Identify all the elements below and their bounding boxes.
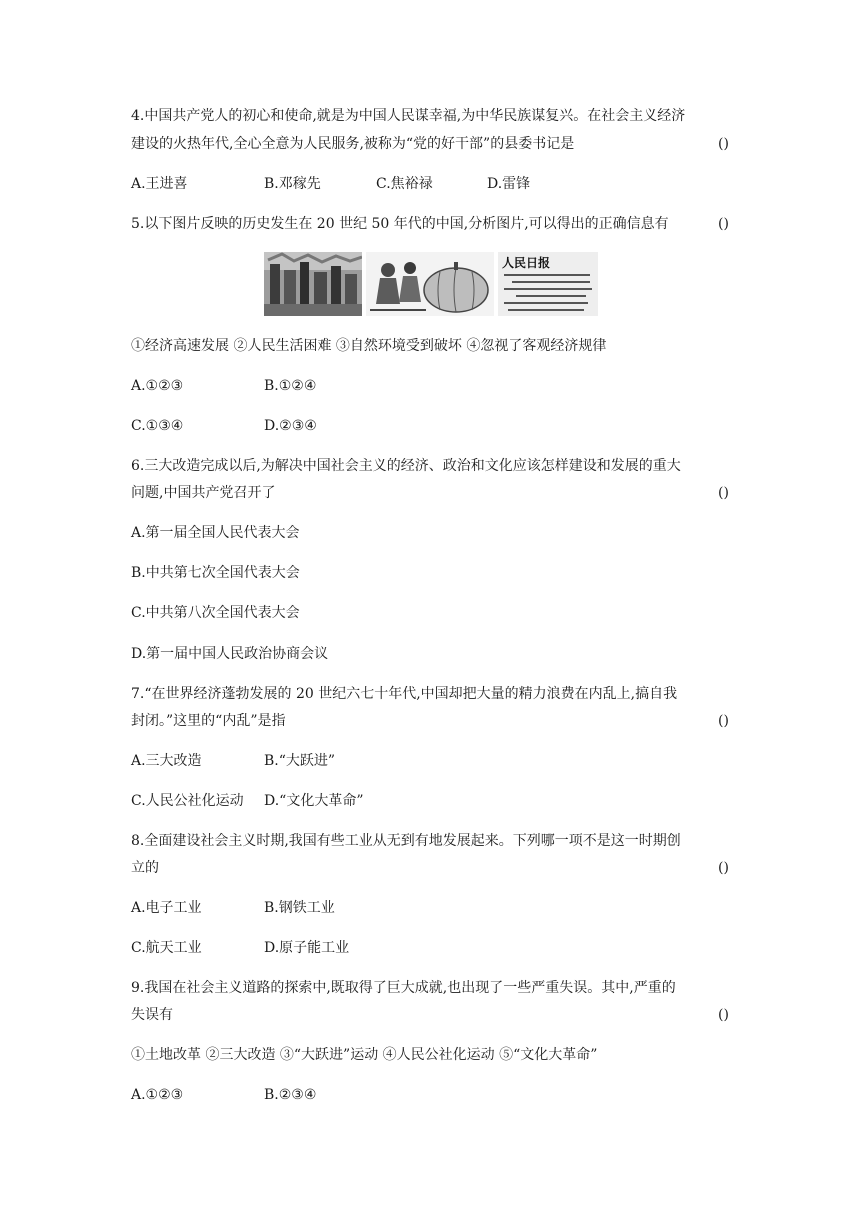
q5-stem-line1: 5.以下图片反映的历史发生在 20 世纪 50 年代的中国,分析图片,可以得出的正确信息有 [131,216,669,232]
q5-option-b: B.①②④ [264,378,317,394]
q7-option-d: D.“文化大革命” [264,793,364,809]
q6-stem-line2: 问题,中国共产党召开了 [131,485,276,501]
q4-stem-line2: 建设的火热年代,全心全意为人民服务,被称为“党的好干部”的县委书记是 [131,136,575,152]
q7-option-b: B.“大跃进” [264,753,336,769]
photo-backyard-furnaces [264,252,362,316]
q8-stem-line2: 立的 [131,860,159,876]
q5-option-c: C.①③④ [131,418,184,434]
q5-answer-blank: () [718,216,729,232]
q9-option-a: A.①②③ [131,1087,184,1103]
q4-stem-line1: 4.中国共产党人的初心和使命,就是为中国人民谋幸福,为中华民族谋复兴。在社会主义经济 [131,108,686,124]
q9-stem-line2: 失误有 [131,1007,173,1023]
q8-option-b: B.钢铁工业 [264,900,335,916]
q7-option-c: C.人民公社化运动 [131,793,244,809]
q8-option-a: A.电子工业 [131,900,202,916]
q6-option-d: D.第一届中国人民政治协商会议 [131,646,329,662]
newspaper-masthead: 人民日报 [502,256,551,270]
photo-giant-pumpkin-cartoon [366,252,494,316]
q8-answer-blank: () [718,860,729,876]
q5-photo-strip [264,252,598,316]
q6-stem-line1: 6.三大改造完成以后,为解决中国社会主义的经济、政治和文化应该怎样建设和发展的重大 [131,458,681,474]
q9-statements: ①土地改革 ②三大改造 ③“大跃进”运动 ④人民公社化运动 ⑤“文化大革命” [131,1047,598,1063]
q8-option-c: C.航天工业 [131,940,202,956]
q4-answer-blank: () [718,136,729,152]
q8-stem-line1: 8.全面建设社会主义时期,我国有些工业从无到有地发展起来。下列哪一项不是这一时期创 [131,833,681,849]
q6-option-a: A.第一届全国人民代表大会 [131,525,300,541]
q9-option-b: B.②③④ [264,1087,317,1103]
q4-option-c: C.焦裕禄 [376,176,433,192]
q7-option-a: A.三大改造 [131,753,202,769]
q9-stem-line1: 9.我国在社会主义道路的探索中,既取得了巨大成就,也出现了一些严重失误。其中,严重的 [131,980,676,996]
q6-answer-blank: () [718,485,729,501]
photo-newspaper-page [498,252,598,316]
q6-option-b: B.中共第七次全国代表大会 [131,565,300,581]
q5-option-d: D.②③④ [264,418,317,434]
q6-option-c: C.中共第八次全国代表大会 [131,605,300,621]
q8-option-d: D.原子能工业 [264,940,350,956]
q9-answer-blank: () [718,1007,729,1023]
q7-answer-blank: () [718,713,729,729]
q5-option-a: A.①②③ [131,378,184,394]
q5-statements: ①经济高速发展 ②人民生活困难 ③自然环境受到破坏 ④忽视了客观经济规律 [131,338,607,354]
q7-stem-line2: 封闭。”这里的“内乱”是指 [131,713,286,729]
q4-option-b: B.邓稼先 [264,176,321,192]
q4-option-a: A.王进喜 [131,176,188,192]
q7-stem-line1: 7.“在世界经济蓬勃发展的 20 世纪六七十年代,中国却把大量的精力浪费在内乱上,搞自我 [131,686,678,702]
q4-option-d: D.雷锋 [487,176,531,192]
